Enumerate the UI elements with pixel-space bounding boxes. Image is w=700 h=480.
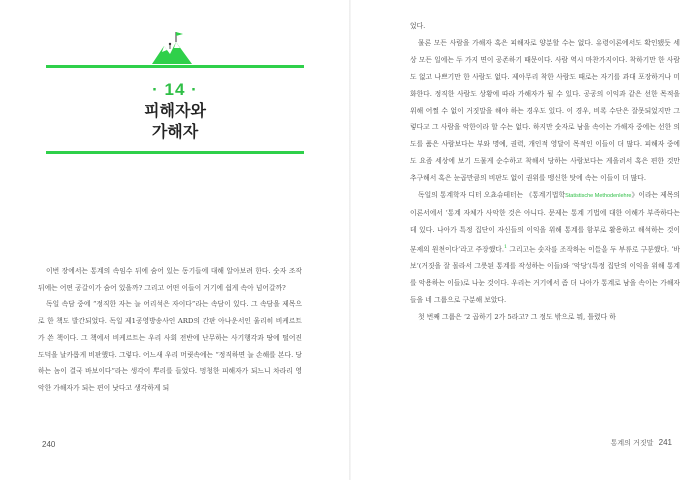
right-paragraph-2: 물론 모든 사람을 가해자 혹은 피해자로 양분할 수는 없다. 유령이론에서도 확인됐듯 세상 모든 일에는 두 가지 면이 공존하기 때문이다. 사람 역시 마찬가지이다. 착하기만 한 사람도 없고 나쁘기만 한 사람도 없다. 제아무리 착한 사람도 때로는 자기를 과대 포장하거나 미화한다. 정직한 사람도 상황에 따라 가해자가 될 수 있다. 공공의 이익과 같은 선한 목적을 위해 어쩔 수 없이 거짓말을 해야 하는 경우도 있다. 이 경우, 비록 수단은 잘못되었지만 그렇다고 그 사람을 악한이라 할 수는 없다. 하지만 숫자로 남을 속이는 가해자 중에는 선한 의도를 품은 사람보다는 부와 명예, 권력, 개인적 영달이 목적인 이들이 더 많다. 피해자 중에도 요즘 세상에 보기 드물게 순수하고 착해서 당하는 사람보다는 게을러서 혹은 편한 것만 추구해서 혹은 눈곱만큼의 비판도 없이 권위를 맹신한 탓에 속는 이들이 더 많다.	[410, 38, 680, 183]
running-header-title: 통계의 거짓말	[610, 439, 654, 447]
footnote-marker: 1	[504, 243, 508, 250]
book-title-highlight: Statistische Methodenlehre	[565, 193, 632, 200]
right-paragraph-1: 었다.	[410, 22, 426, 30]
right-page	[352, 0, 700, 480]
mountain-flag-icon	[150, 30, 194, 64]
left-body-text	[38, 263, 302, 397]
running-footer	[611, 438, 672, 448]
left-paragraph-2: 독일 속담 중에 “정직한 자는 늘 어리석은 자이다”라는 속담이 있다. 그 속담을 제목으로 한 책도 발간되었다. 독일 제1공영방송사인 ARD의 간판 아나운서인 울리히 비케르트가 쓴 책이다. 그 책에서 비케르트는 우리 사회 전반에 난무하는 사기행각과 땅에 떨어진 도덕을 날카롭게 비판했다. 그렇다. 어느새 우리 머릿속에는 “정직하면 늘 손해를 본다. 당하는 놈이 결국 바보이다”라는 생각이 뿌리를 들었다. 멍청한 피해자가 되느니 차라리 영악한 가해자가 되는 편이 낫다고 생각하게 되	[38, 300, 302, 392]
chapter-rule-top	[46, 65, 304, 68]
chapter-number: · 14 ·	[152, 80, 198, 99]
right-paragraph-3: 독일의 통계학자 디터 오쵸슈테터는 《통계기법학Statistische Methodenlehre》이라는 제목의 이론서에서 ‘통계 자체가 사악한 것은 아니다. 문제는 통계 기법에 대한 이해가 부족하다는 데 있다. 나아가 특정 집단이 자신들의 이익을 위해 통계를 함부로 활용하고 해석하는 것이 문제의 원천이다’라고 주장했다.$^1$ 그리고는 숫자를 조작하는 이들을 두 부류로 구분했다. ‘바보’(거짓을 잘 몰라서 그릇된 통계를 작성하는 이들)와 ‘악당’(특정 집단의 이익을 위해 통계를 악용하는 이들)로 나눈 것이다. 우리는 거기에서 좀 더 나아가 통계로 남을 속이는 가해자들을 네 그룹으로 구분해 보았다.	[410, 191, 681, 304]
chapter-rule-bottom	[46, 151, 304, 154]
right-paragraph-4: 첫 번째 그룹은 ‘2 곱하기 2가 5라고? 그 정도 밖으로 뭐, 틀렸다 하	[418, 312, 616, 321]
right-page-number: 241	[658, 438, 672, 447]
left-page-number: 240	[42, 440, 56, 449]
chapter-title-line2: 가해자	[151, 122, 199, 141]
left-paragraph-1: 이번 장에서는 통계의 속임수 뒤에 숨어 있는 동기들에 대해 알아보려 한다. 숫자 조작 뒤에는 어떤 공갈이가 숨어 있을까? 그리고 어떤 이들이 거기에 쉽게 속아 넘어갈까?	[38, 267, 302, 292]
chapter-title-line1: 피해자와	[144, 101, 206, 120]
right-body-text	[410, 18, 680, 326]
